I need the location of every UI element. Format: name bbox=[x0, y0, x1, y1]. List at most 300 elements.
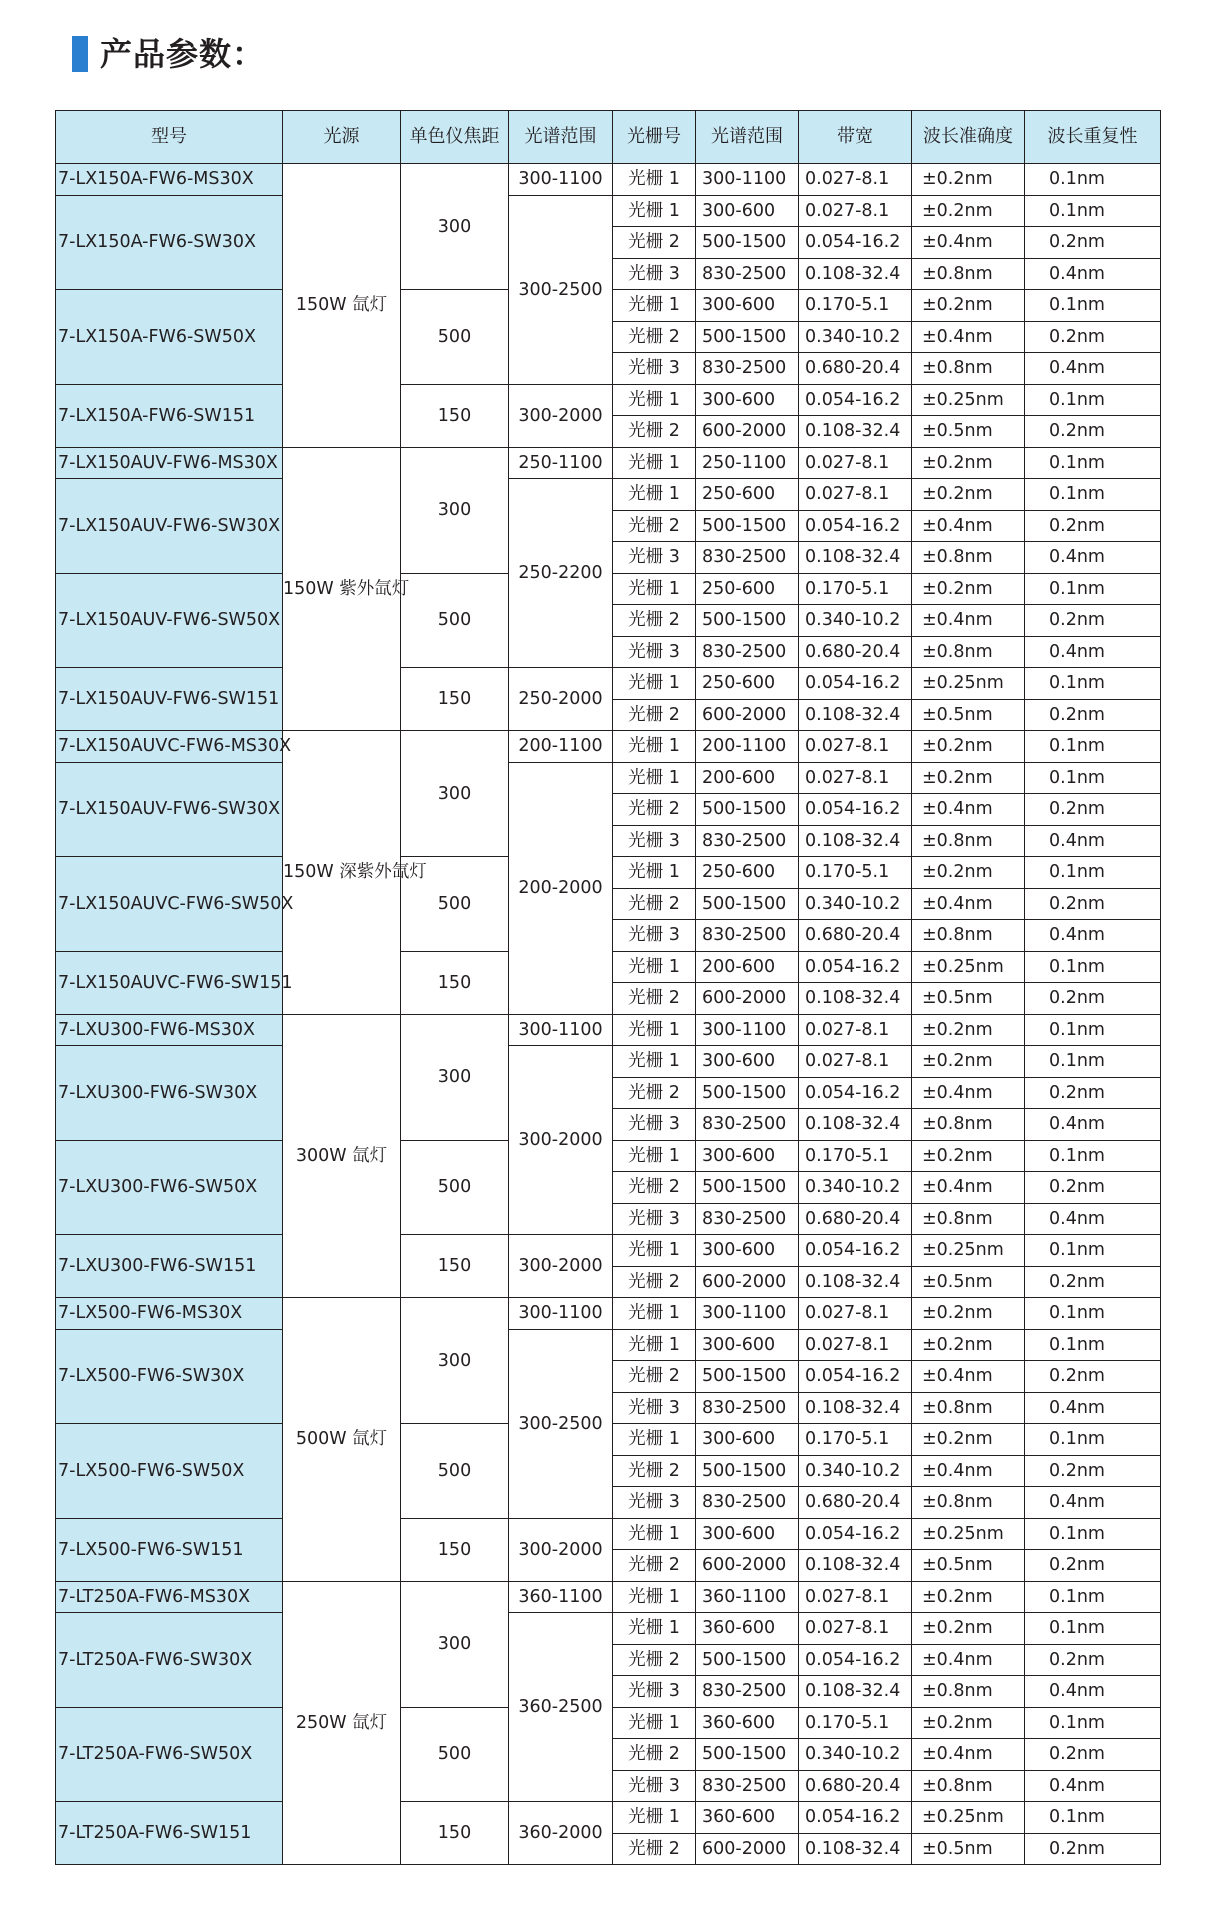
title-accent-bar bbox=[72, 36, 88, 72]
repeatability-cell: 0.1nm bbox=[1025, 479, 1161, 511]
grating-no-cell: 光栅 1 bbox=[613, 951, 696, 983]
accuracy-cell: ±0.25nm bbox=[912, 384, 1025, 416]
model-cell: 7-LT250A-FW6-SW30X bbox=[56, 1613, 283, 1708]
grating-range-cell: 300-600 bbox=[696, 1046, 799, 1078]
table-row bbox=[56, 1613, 1161, 1645]
light-source-cell: 150W 氙灯 bbox=[283, 164, 401, 448]
grating-range-cell: 500-1500 bbox=[696, 1172, 799, 1204]
light-source-cell: 150W 紫外氙灯 bbox=[283, 447, 401, 731]
bandwidth-cell: 0.340-10.2 bbox=[799, 888, 912, 920]
grating-no-cell: 光栅 3 bbox=[613, 1203, 696, 1235]
header-model: 型号 bbox=[56, 111, 283, 164]
spectral-range-cell: 250-2200 bbox=[509, 479, 613, 668]
header-grating-range: 光谱范围 bbox=[696, 111, 799, 164]
grating-range-cell: 500-1500 bbox=[696, 1739, 799, 1771]
grating-range-cell: 300-1100 bbox=[696, 1298, 799, 1330]
grating-range-cell: 830-2500 bbox=[696, 1770, 799, 1802]
grating-range-cell: 250-600 bbox=[696, 857, 799, 889]
model-cell: 7-LXU300-FW6-SW151 bbox=[56, 1235, 283, 1298]
repeatability-cell: 0.2nm bbox=[1025, 605, 1161, 637]
repeatability-cell: 0.1nm bbox=[1025, 731, 1161, 763]
bandwidth-cell: 0.054-16.2 bbox=[799, 794, 912, 826]
bandwidth-cell: 0.108-32.4 bbox=[799, 542, 912, 574]
model-cell: 7-LXU300-FW6-SW50X bbox=[56, 1140, 283, 1235]
spectral-range-cell: 300-1100 bbox=[509, 164, 613, 196]
grating-range-cell: 500-1500 bbox=[696, 1077, 799, 1109]
accuracy-cell: ±0.2nm bbox=[912, 195, 1025, 227]
focal-length-cell: 300 bbox=[401, 164, 509, 290]
grating-no-cell: 光栅 1 bbox=[613, 290, 696, 322]
bandwidth-cell: 0.027-8.1 bbox=[799, 479, 912, 511]
bandwidth-cell: 0.027-8.1 bbox=[799, 447, 912, 479]
bandwidth-cell: 0.170-5.1 bbox=[799, 1424, 912, 1456]
spectral-range-cell: 300-2000 bbox=[509, 1235, 613, 1298]
grating-range-cell: 830-2500 bbox=[696, 1109, 799, 1141]
bandwidth-cell: 0.680-20.4 bbox=[799, 1770, 912, 1802]
repeatability-cell: 0.2nm bbox=[1025, 1833, 1161, 1865]
bandwidth-cell: 0.680-20.4 bbox=[799, 353, 912, 385]
table-header-row bbox=[56, 111, 1161, 164]
accuracy-cell: ±0.8nm bbox=[912, 542, 1025, 574]
grating-no-cell: 光栅 3 bbox=[613, 1487, 696, 1519]
grating-no-cell: 光栅 1 bbox=[613, 1518, 696, 1550]
repeatability-cell: 0.2nm bbox=[1025, 227, 1161, 259]
repeatability-cell: 0.1nm bbox=[1025, 1235, 1161, 1267]
model-cell: 7-LX150AUVC-FW6-SW151 bbox=[56, 951, 283, 1014]
repeatability-cell: 0.1nm bbox=[1025, 951, 1161, 983]
grating-no-cell: 光栅 3 bbox=[613, 825, 696, 857]
accuracy-cell: ±0.2nm bbox=[912, 1707, 1025, 1739]
grating-no-cell: 光栅 2 bbox=[613, 1644, 696, 1676]
accuracy-cell: ±0.4nm bbox=[912, 794, 1025, 826]
grating-no-cell: 光栅 2 bbox=[613, 510, 696, 542]
grating-range-cell: 200-600 bbox=[696, 951, 799, 983]
accuracy-cell: ±0.2nm bbox=[912, 164, 1025, 196]
grating-no-cell: 光栅 3 bbox=[613, 1392, 696, 1424]
grating-no-cell: 光栅 1 bbox=[613, 164, 696, 196]
spectral-range-cell: 300-2500 bbox=[509, 1329, 613, 1518]
spectral-range-cell: 250-2000 bbox=[509, 668, 613, 731]
table-row bbox=[56, 1329, 1161, 1361]
focal-length-cell: 150 bbox=[401, 1235, 509, 1298]
bandwidth-cell: 0.170-5.1 bbox=[799, 573, 912, 605]
grating-no-cell: 光栅 1 bbox=[613, 762, 696, 794]
grating-no-cell: 光栅 2 bbox=[613, 321, 696, 353]
grating-range-cell: 200-600 bbox=[696, 762, 799, 794]
bandwidth-cell: 0.170-5.1 bbox=[799, 1707, 912, 1739]
bandwidth-cell: 0.340-10.2 bbox=[799, 1172, 912, 1204]
grating-range-cell: 600-2000 bbox=[696, 699, 799, 731]
bandwidth-cell: 0.680-20.4 bbox=[799, 1487, 912, 1519]
repeatability-cell: 0.1nm bbox=[1025, 1046, 1161, 1078]
header-grating-no: 光栅号 bbox=[613, 111, 696, 164]
accuracy-cell: ±0.25nm bbox=[912, 1802, 1025, 1834]
focal-length-cell: 300 bbox=[401, 1581, 509, 1707]
bandwidth-cell: 0.680-20.4 bbox=[799, 920, 912, 952]
header-bandwidth: 带宽 bbox=[799, 111, 912, 164]
grating-range-cell: 830-2500 bbox=[696, 1392, 799, 1424]
focal-length-cell: 300 bbox=[401, 447, 509, 573]
grating-range-cell: 300-600 bbox=[696, 1140, 799, 1172]
grating-range-cell: 360-1100 bbox=[696, 1581, 799, 1613]
spectral-range-cell: 300-2500 bbox=[509, 195, 613, 384]
repeatability-cell: 0.2nm bbox=[1025, 321, 1161, 353]
accuracy-cell: ±0.8nm bbox=[912, 1487, 1025, 1519]
light-source-cell: 250W 氙灯 bbox=[283, 1581, 401, 1865]
spectral-range-cell: 360-1100 bbox=[509, 1581, 613, 1613]
accuracy-cell: ±0.8nm bbox=[912, 1203, 1025, 1235]
model-cell: 7-LX150AUV-FW6-SW30X bbox=[56, 762, 283, 857]
model-cell: 7-LX150AUV-FW6-MS30X bbox=[56, 447, 283, 479]
grating-range-cell: 500-1500 bbox=[696, 794, 799, 826]
repeatability-cell: 0.1nm bbox=[1025, 290, 1161, 322]
accuracy-cell: ±0.8nm bbox=[912, 258, 1025, 290]
model-cell: 7-LXU300-FW6-MS30X bbox=[56, 1014, 283, 1046]
grating-range-cell: 300-1100 bbox=[696, 1014, 799, 1046]
bandwidth-cell: 0.108-32.4 bbox=[799, 1109, 912, 1141]
accuracy-cell: ±0.8nm bbox=[912, 1676, 1025, 1708]
bandwidth-cell: 0.108-32.4 bbox=[799, 1392, 912, 1424]
repeatability-cell: 0.4nm bbox=[1025, 1676, 1161, 1708]
accuracy-cell: ±0.5nm bbox=[912, 1266, 1025, 1298]
model-cell: 7-LX150A-FW6-SW30X bbox=[56, 195, 283, 290]
bandwidth-cell: 0.054-16.2 bbox=[799, 227, 912, 259]
grating-no-cell: 光栅 2 bbox=[613, 794, 696, 826]
grating-no-cell: 光栅 2 bbox=[613, 983, 696, 1015]
table-row bbox=[56, 479, 1161, 511]
repeatability-cell: 0.1nm bbox=[1025, 195, 1161, 227]
grating-range-cell: 500-1500 bbox=[696, 1361, 799, 1393]
grating-no-cell: 光栅 2 bbox=[613, 227, 696, 259]
grating-range-cell: 830-2500 bbox=[696, 353, 799, 385]
grating-range-cell: 600-2000 bbox=[696, 1833, 799, 1865]
grating-no-cell: 光栅 3 bbox=[613, 1109, 696, 1141]
header-spectral-range: 光谱范围 bbox=[509, 111, 613, 164]
repeatability-cell: 0.1nm bbox=[1025, 857, 1161, 889]
grating-no-cell: 光栅 3 bbox=[613, 920, 696, 952]
grating-range-cell: 830-2500 bbox=[696, 920, 799, 952]
grating-range-cell: 300-600 bbox=[696, 1329, 799, 1361]
model-cell: 7-LX150AUVC-FW6-MS30X bbox=[56, 731, 283, 763]
focal-length-cell: 500 bbox=[401, 573, 509, 668]
repeatability-cell: 0.1nm bbox=[1025, 1329, 1161, 1361]
grating-no-cell: 光栅 1 bbox=[613, 1581, 696, 1613]
grating-range-cell: 300-600 bbox=[696, 384, 799, 416]
grating-range-cell: 360-600 bbox=[696, 1802, 799, 1834]
spectral-range-cell: 250-1100 bbox=[509, 447, 613, 479]
grating-range-cell: 360-600 bbox=[696, 1707, 799, 1739]
accuracy-cell: ±0.4nm bbox=[912, 321, 1025, 353]
grating-range-cell: 250-600 bbox=[696, 668, 799, 700]
accuracy-cell: ±0.2nm bbox=[912, 1424, 1025, 1456]
repeatability-cell: 0.1nm bbox=[1025, 1581, 1161, 1613]
accuracy-cell: ±0.4nm bbox=[912, 888, 1025, 920]
grating-range-cell: 600-2000 bbox=[696, 416, 799, 448]
table-row bbox=[56, 1298, 1161, 1330]
bandwidth-cell: 0.108-32.4 bbox=[799, 983, 912, 1015]
bandwidth-cell: 0.027-8.1 bbox=[799, 1329, 912, 1361]
grating-no-cell: 光栅 1 bbox=[613, 1424, 696, 1456]
grating-no-cell: 光栅 1 bbox=[613, 731, 696, 763]
accuracy-cell: ±0.5nm bbox=[912, 416, 1025, 448]
model-cell: 7-LX150AUV-FW6-SW30X bbox=[56, 479, 283, 574]
model-cell: 7-LX150AUVC-FW6-SW50X bbox=[56, 857, 283, 952]
model-cell: 7-LX150A-FW6-SW50X bbox=[56, 290, 283, 385]
bandwidth-cell: 0.054-16.2 bbox=[799, 1077, 912, 1109]
focal-length-cell: 500 bbox=[401, 1707, 509, 1802]
bandwidth-cell: 0.054-16.2 bbox=[799, 1235, 912, 1267]
grating-no-cell: 光栅 3 bbox=[613, 636, 696, 668]
accuracy-cell: ±0.2nm bbox=[912, 447, 1025, 479]
bandwidth-cell: 0.108-32.4 bbox=[799, 699, 912, 731]
table-row bbox=[56, 384, 1161, 416]
repeatability-cell: 0.2nm bbox=[1025, 1739, 1161, 1771]
grating-no-cell: 光栅 3 bbox=[613, 1770, 696, 1802]
focal-length-cell: 300 bbox=[401, 731, 509, 857]
accuracy-cell: ±0.4nm bbox=[912, 227, 1025, 259]
focal-length-cell: 150 bbox=[401, 1518, 509, 1581]
bandwidth-cell: 0.108-32.4 bbox=[799, 1550, 912, 1582]
bandwidth-cell: 0.054-16.2 bbox=[799, 510, 912, 542]
repeatability-cell: 0.1nm bbox=[1025, 1707, 1161, 1739]
accuracy-cell: ±0.4nm bbox=[912, 1644, 1025, 1676]
grating-no-cell: 光栅 1 bbox=[613, 447, 696, 479]
spectral-range-cell: 200-2000 bbox=[509, 762, 613, 1014]
repeatability-cell: 0.1nm bbox=[1025, 1014, 1161, 1046]
repeatability-cell: 0.1nm bbox=[1025, 1613, 1161, 1645]
bandwidth-cell: 0.340-10.2 bbox=[799, 1455, 912, 1487]
bandwidth-cell: 0.054-16.2 bbox=[799, 384, 912, 416]
bandwidth-cell: 0.027-8.1 bbox=[799, 1581, 912, 1613]
repeatability-cell: 0.1nm bbox=[1025, 384, 1161, 416]
grating-range-cell: 300-600 bbox=[696, 290, 799, 322]
repeatability-cell: 0.2nm bbox=[1025, 888, 1161, 920]
repeatability-cell: 0.4nm bbox=[1025, 1203, 1161, 1235]
table-row bbox=[56, 1802, 1161, 1834]
repeatability-cell: 0.2nm bbox=[1025, 416, 1161, 448]
model-cell: 7-LX500-FW6-SW30X bbox=[56, 1329, 283, 1424]
repeatability-cell: 0.4nm bbox=[1025, 1109, 1161, 1141]
spec-table bbox=[55, 110, 1161, 1865]
grating-no-cell: 光栅 2 bbox=[613, 1361, 696, 1393]
grating-no-cell: 光栅 2 bbox=[613, 699, 696, 731]
repeatability-cell: 0.2nm bbox=[1025, 1550, 1161, 1582]
focal-length-cell: 300 bbox=[401, 1298, 509, 1424]
model-cell: 7-LT250A-FW6-MS30X bbox=[56, 1581, 283, 1613]
repeatability-cell: 0.4nm bbox=[1025, 353, 1161, 385]
grating-range-cell: 500-1500 bbox=[696, 1455, 799, 1487]
grating-range-cell: 600-2000 bbox=[696, 1550, 799, 1582]
accuracy-cell: ±0.4nm bbox=[912, 1077, 1025, 1109]
accuracy-cell: ±0.4nm bbox=[912, 1172, 1025, 1204]
header-wavelength-repeatability: 波长重复性 bbox=[1025, 111, 1161, 164]
accuracy-cell: ±0.2nm bbox=[912, 1298, 1025, 1330]
grating-no-cell: 光栅 3 bbox=[613, 258, 696, 290]
bandwidth-cell: 0.108-32.4 bbox=[799, 1833, 912, 1865]
accuracy-cell: ±0.2nm bbox=[912, 1014, 1025, 1046]
repeatability-cell: 0.4nm bbox=[1025, 258, 1161, 290]
model-cell: 7-LX500-FW6-SW151 bbox=[56, 1518, 283, 1581]
grating-no-cell: 光栅 1 bbox=[613, 573, 696, 605]
accuracy-cell: ±0.25nm bbox=[912, 951, 1025, 983]
repeatability-cell: 0.4nm bbox=[1025, 920, 1161, 952]
spectral-range-cell: 360-2000 bbox=[509, 1802, 613, 1865]
grating-range-cell: 830-2500 bbox=[696, 258, 799, 290]
repeatability-cell: 0.1nm bbox=[1025, 762, 1161, 794]
repeatability-cell: 0.4nm bbox=[1025, 1487, 1161, 1519]
focal-length-cell: 150 bbox=[401, 384, 509, 447]
bandwidth-cell: 0.170-5.1 bbox=[799, 1140, 912, 1172]
repeatability-cell: 0.2nm bbox=[1025, 794, 1161, 826]
repeatability-cell: 0.2nm bbox=[1025, 1361, 1161, 1393]
page-title: 产品参数： bbox=[100, 35, 266, 73]
spectral-range-cell: 360-2500 bbox=[509, 1613, 613, 1802]
grating-no-cell: 光栅 2 bbox=[613, 1833, 696, 1865]
grating-range-cell: 500-1500 bbox=[696, 510, 799, 542]
table-row bbox=[56, 164, 1161, 196]
light-source-cell: 500W 氙灯 bbox=[283, 1298, 401, 1582]
repeatability-cell: 0.4nm bbox=[1025, 636, 1161, 668]
model-cell: 7-LX150AUV-FW6-SW151 bbox=[56, 668, 283, 731]
repeatability-cell: 0.2nm bbox=[1025, 699, 1161, 731]
accuracy-cell: ±0.8nm bbox=[912, 920, 1025, 952]
bandwidth-cell: 0.027-8.1 bbox=[799, 762, 912, 794]
bandwidth-cell: 0.054-16.2 bbox=[799, 1802, 912, 1834]
focal-length-cell: 500 bbox=[401, 1140, 509, 1235]
spectral-range-cell: 200-1100 bbox=[509, 731, 613, 763]
spectral-range-cell: 300-2000 bbox=[509, 384, 613, 447]
accuracy-cell: ±0.2nm bbox=[912, 1613, 1025, 1645]
bandwidth-cell: 0.108-32.4 bbox=[799, 416, 912, 448]
repeatability-cell: 0.4nm bbox=[1025, 1392, 1161, 1424]
repeatability-cell: 0.4nm bbox=[1025, 825, 1161, 857]
grating-no-cell: 光栅 2 bbox=[613, 1077, 696, 1109]
table-row bbox=[56, 731, 1161, 763]
bandwidth-cell: 0.680-20.4 bbox=[799, 636, 912, 668]
bandwidth-cell: 0.027-8.1 bbox=[799, 195, 912, 227]
grating-range-cell: 600-2000 bbox=[696, 1266, 799, 1298]
grating-no-cell: 光栅 1 bbox=[613, 1329, 696, 1361]
spectral-range-cell: 300-2000 bbox=[509, 1046, 613, 1235]
grating-range-cell: 500-1500 bbox=[696, 321, 799, 353]
accuracy-cell: ±0.2nm bbox=[912, 731, 1025, 763]
model-cell: 7-LT250A-FW6-SW151 bbox=[56, 1802, 283, 1865]
repeatability-cell: 0.1nm bbox=[1025, 573, 1161, 605]
table-row bbox=[56, 1581, 1161, 1613]
grating-no-cell: 光栅 2 bbox=[613, 888, 696, 920]
grating-no-cell: 光栅 2 bbox=[613, 1266, 696, 1298]
focal-length-cell: 500 bbox=[401, 857, 509, 952]
bandwidth-cell: 0.108-32.4 bbox=[799, 258, 912, 290]
bandwidth-cell: 0.054-16.2 bbox=[799, 951, 912, 983]
accuracy-cell: ±0.2nm bbox=[912, 573, 1025, 605]
table-row bbox=[56, 195, 1161, 227]
grating-range-cell: 600-2000 bbox=[696, 983, 799, 1015]
grating-range-cell: 500-1500 bbox=[696, 227, 799, 259]
grating-no-cell: 光栅 2 bbox=[613, 1550, 696, 1582]
grating-no-cell: 光栅 1 bbox=[613, 668, 696, 700]
accuracy-cell: ±0.4nm bbox=[912, 1455, 1025, 1487]
repeatability-cell: 0.2nm bbox=[1025, 1455, 1161, 1487]
focal-length-cell: 150 bbox=[401, 668, 509, 731]
model-cell: 7-LX150AUV-FW6-SW50X bbox=[56, 573, 283, 668]
repeatability-cell: 0.1nm bbox=[1025, 1518, 1161, 1550]
model-cell: 7-LX150A-FW6-SW151 bbox=[56, 384, 283, 447]
repeatability-cell: 0.1nm bbox=[1025, 1140, 1161, 1172]
grating-no-cell: 光栅 3 bbox=[613, 542, 696, 574]
light-source-cell: 150W 深紫外氙灯 bbox=[283, 731, 401, 1015]
grating-range-cell: 830-2500 bbox=[696, 1487, 799, 1519]
grating-range-cell: 200-1100 bbox=[696, 731, 799, 763]
repeatability-cell: 0.1nm bbox=[1025, 1802, 1161, 1834]
bandwidth-cell: 0.340-10.2 bbox=[799, 321, 912, 353]
bandwidth-cell: 0.054-16.2 bbox=[799, 668, 912, 700]
accuracy-cell: ±0.8nm bbox=[912, 636, 1025, 668]
bandwidth-cell: 0.170-5.1 bbox=[799, 290, 912, 322]
accuracy-cell: ±0.2nm bbox=[912, 479, 1025, 511]
accuracy-cell: ±0.8nm bbox=[912, 1109, 1025, 1141]
repeatability-cell: 0.2nm bbox=[1025, 510, 1161, 542]
table-row bbox=[56, 1046, 1161, 1078]
grating-no-cell: 光栅 2 bbox=[613, 605, 696, 637]
grating-no-cell: 光栅 1 bbox=[613, 195, 696, 227]
accuracy-cell: ±0.25nm bbox=[912, 668, 1025, 700]
accuracy-cell: ±0.2nm bbox=[912, 762, 1025, 794]
bandwidth-cell: 0.340-10.2 bbox=[799, 605, 912, 637]
repeatability-cell: 0.2nm bbox=[1025, 1172, 1161, 1204]
bandwidth-cell: 0.027-8.1 bbox=[799, 731, 912, 763]
repeatability-cell: 0.1nm bbox=[1025, 1424, 1161, 1456]
repeatability-cell: 0.1nm bbox=[1025, 164, 1161, 196]
accuracy-cell: ±0.2nm bbox=[912, 1046, 1025, 1078]
repeatability-cell: 0.4nm bbox=[1025, 1770, 1161, 1802]
spectral-range-cell: 300-1100 bbox=[509, 1014, 613, 1046]
table-row bbox=[56, 1518, 1161, 1550]
accuracy-cell: ±0.5nm bbox=[912, 1833, 1025, 1865]
bandwidth-cell: 0.027-8.1 bbox=[799, 1298, 912, 1330]
accuracy-cell: ±0.8nm bbox=[912, 1392, 1025, 1424]
grating-no-cell: 光栅 1 bbox=[613, 479, 696, 511]
model-cell: 7-LT250A-FW6-SW50X bbox=[56, 1707, 283, 1802]
grating-range-cell: 830-2500 bbox=[696, 636, 799, 668]
grating-no-cell: 光栅 1 bbox=[613, 1613, 696, 1645]
accuracy-cell: ±0.8nm bbox=[912, 1770, 1025, 1802]
accuracy-cell: ±0.2nm bbox=[912, 290, 1025, 322]
table-row bbox=[56, 447, 1161, 479]
grating-range-cell: 300-600 bbox=[696, 1235, 799, 1267]
accuracy-cell: ±0.4nm bbox=[912, 1361, 1025, 1393]
grating-no-cell: 光栅 1 bbox=[613, 1046, 696, 1078]
table-row bbox=[56, 668, 1161, 700]
header-wavelength-accuracy: 波长准确度 bbox=[912, 111, 1025, 164]
bandwidth-cell: 0.027-8.1 bbox=[799, 164, 912, 196]
bandwidth-cell: 0.170-5.1 bbox=[799, 857, 912, 889]
accuracy-cell: ±0.2nm bbox=[912, 1329, 1025, 1361]
accuracy-cell: ±0.25nm bbox=[912, 1518, 1025, 1550]
grating-range-cell: 300-600 bbox=[696, 1424, 799, 1456]
grating-no-cell: 光栅 1 bbox=[613, 857, 696, 889]
accuracy-cell: ±0.8nm bbox=[912, 353, 1025, 385]
accuracy-cell: ±0.5nm bbox=[912, 1550, 1025, 1582]
bandwidth-cell: 0.027-8.1 bbox=[799, 1014, 912, 1046]
grating-no-cell: 光栅 1 bbox=[613, 1014, 696, 1046]
accuracy-cell: ±0.25nm bbox=[912, 1235, 1025, 1267]
bandwidth-cell: 0.108-32.4 bbox=[799, 825, 912, 857]
grating-no-cell: 光栅 2 bbox=[613, 1172, 696, 1204]
grating-range-cell: 300-600 bbox=[696, 195, 799, 227]
accuracy-cell: ±0.4nm bbox=[912, 510, 1025, 542]
header-light-source: 光源 bbox=[283, 111, 401, 164]
